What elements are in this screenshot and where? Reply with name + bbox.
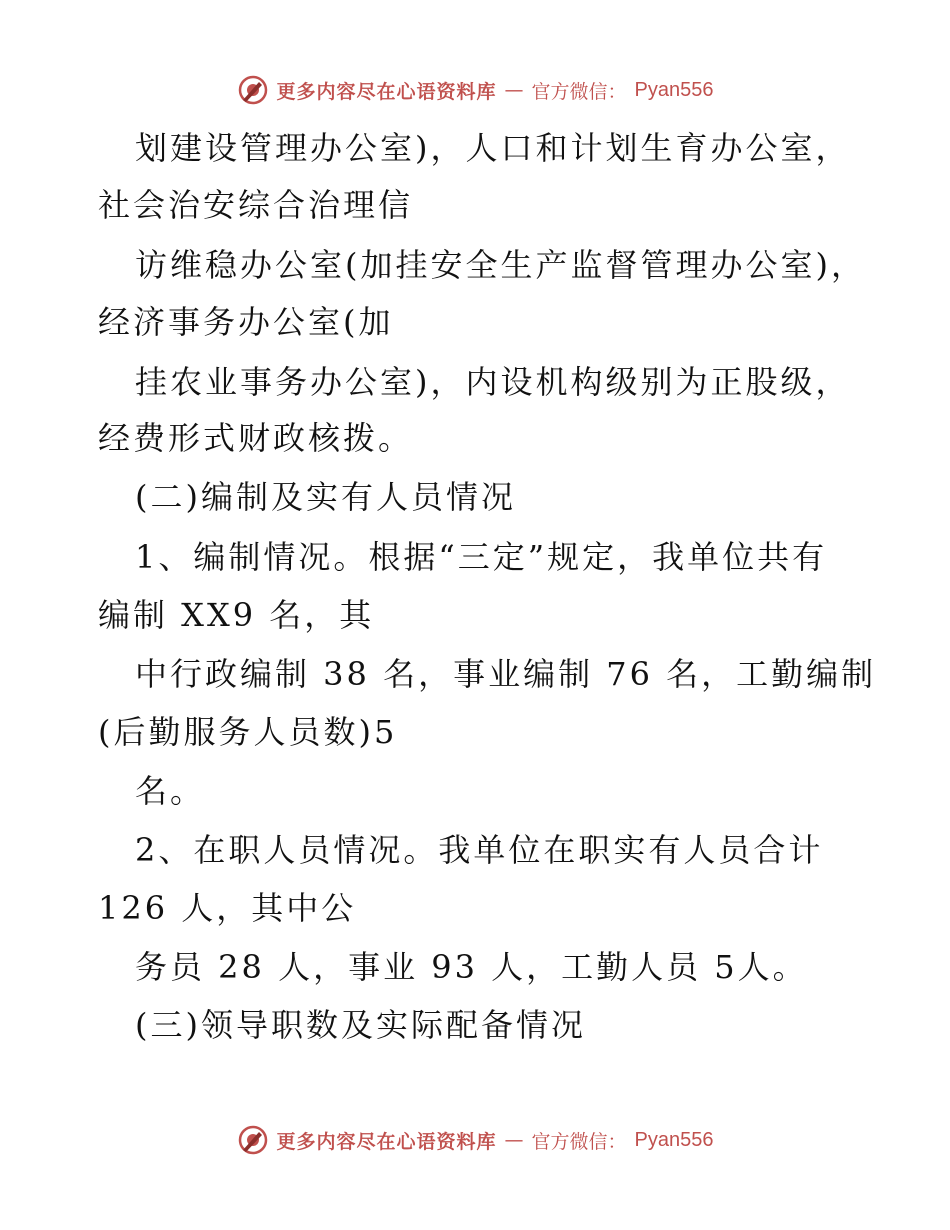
footer-watermark xyxy=(0,1120,950,1160)
paragraph-line: 1、编制情况。根据“三定”规定，我单位共有 xyxy=(135,538,828,576)
section-heading: (二)编制及实有人员情况 xyxy=(135,478,516,516)
watermark-wechat-id: Pyan556 xyxy=(634,1128,714,1151)
pen-logo-icon xyxy=(237,1124,269,1156)
paragraph-line: 挂农业事务办公室)，内设机构级别为正股级， xyxy=(135,363,851,401)
paragraph-line: 名。 xyxy=(135,772,206,810)
paragraph-line: 社会治安综合治理信 xyxy=(98,186,414,224)
paragraph-line: 经济事务办公室(加 xyxy=(98,303,394,341)
paragraph-line: 务员 28 人，事业 93 人，工勤人员 5人。 xyxy=(135,948,808,986)
watermark-main-text: 更多内容尽在心语资料库 xyxy=(276,80,497,103)
watermark-dash: — xyxy=(504,79,524,101)
paragraph-line: (后勤服务人员数)5 xyxy=(98,713,398,751)
watermark-dash: — xyxy=(504,1129,524,1151)
watermark-sub-text: 官方微信： xyxy=(531,1130,627,1153)
watermark-wechat-id: Pyan556 xyxy=(634,78,714,101)
paragraph-line: 经费形式财政核拨。 xyxy=(98,419,414,457)
paragraph-line: 126 人，其中公 xyxy=(98,889,357,927)
paragraph-line: 划建设管理办公室)，人口和计划生育办公室， xyxy=(135,129,851,167)
paragraph-line: 2、在职人员情况。我单位在职实有人员合计 xyxy=(135,831,824,869)
header-watermark xyxy=(0,70,950,110)
paragraph-line: 中行政编制 38 名，事业编制 76 名，工勤编制 xyxy=(135,655,877,693)
section-heading: (三)领导职数及实际配备情况 xyxy=(135,1006,586,1044)
watermark-main-text: 更多内容尽在心语资料库 xyxy=(276,1130,497,1153)
pen-logo-icon xyxy=(237,74,269,106)
paragraph-line: 访维稳办公室(加挂安全生产监督管理办公室)， xyxy=(135,246,866,284)
paragraph-line: 编制 XX9 名，其 xyxy=(98,596,375,634)
watermark-sub-text: 官方微信： xyxy=(531,80,627,103)
